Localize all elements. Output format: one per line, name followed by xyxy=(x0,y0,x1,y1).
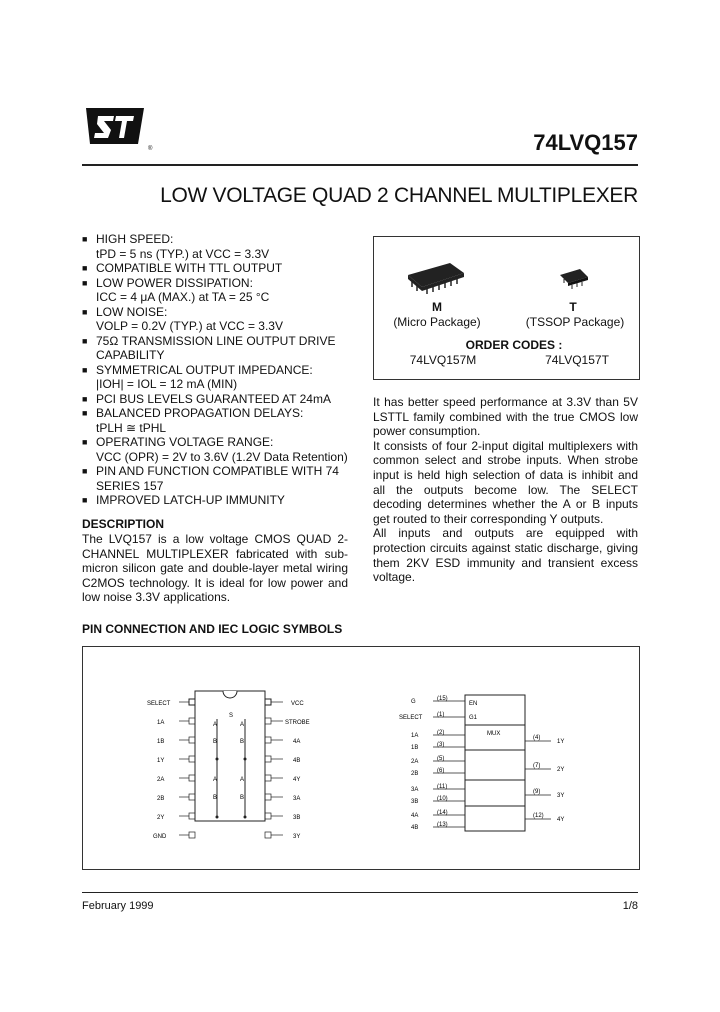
pin-label-right: 3Y xyxy=(293,834,301,840)
package-m-desc: (Micro Package) xyxy=(393,315,481,329)
svg-text:A: A xyxy=(213,777,218,783)
pin-label-right: 3B xyxy=(293,815,301,821)
iec-input-pin: (13) xyxy=(437,822,448,828)
iec-input-pin: (3) xyxy=(437,742,445,748)
pin-label-left: SELECT xyxy=(147,701,171,707)
pin-label-left: 2B xyxy=(157,796,165,802)
feature-item: ■ BALANCED PROPAGATION DELAYS: tPLH ≅ tPHL xyxy=(82,406,304,435)
iec-input-label: SELECT xyxy=(399,715,423,721)
feature-item: ■ HIGH SPEED: tPD = 5 ns (TYP.) at VCC = 3.3V xyxy=(82,232,270,261)
iec-input-label: 2A xyxy=(411,759,419,765)
pin-label-right: STROBE xyxy=(285,720,310,726)
iec-input-label: G xyxy=(411,699,416,705)
feature-item: ■ 75Ω TRANSMISSION LINE OUTPUT DRIVE CAPABILITY xyxy=(82,333,336,362)
page-number: 1/8 xyxy=(622,900,638,912)
tssop-package-icon xyxy=(554,263,594,293)
iec-input-pin: (15) xyxy=(437,696,448,702)
st-logo xyxy=(82,100,157,160)
svg-text:A: A xyxy=(213,722,218,728)
iec-output-pin: (9) xyxy=(533,789,541,795)
pin-label-right: 3A xyxy=(293,796,301,802)
order-codes-heading: ORDER CODES : xyxy=(465,338,563,352)
footer-date: February 1999 xyxy=(82,900,154,912)
svg-text:A: A xyxy=(240,722,245,728)
pin-diagram-box xyxy=(82,646,640,870)
svg-text:B: B xyxy=(213,795,218,801)
iec-output-label: 2Y xyxy=(557,767,565,773)
iec-input-label: 4B xyxy=(411,825,419,831)
footer-rule xyxy=(82,892,638,893)
iec-input-pin: (10) xyxy=(437,796,448,802)
iec-g-label: G1 xyxy=(469,715,478,721)
iec-input-label: 1A xyxy=(411,733,419,739)
feature-item: ■ LOW NOISE: VOLP = 0.2V (TYP.) at VCC = 3.3V xyxy=(82,304,283,333)
iec-input-label: 3B xyxy=(411,799,419,805)
iec-input-pin: (14) xyxy=(437,810,448,816)
feature-item: ■ COMPATIBLE WITH TTL OUTPUT xyxy=(82,261,283,275)
so-package-icon xyxy=(402,257,472,297)
paragraph: All inputs and outputs are equipped with protection circuits against static discharge, giving them 2KV ESD immunity and transient excess voltage. xyxy=(373,526,638,585)
feature-item: ■ SYMMETRICAL OUTPUT IMPEDANCE: |IOH| = IOL = 12 mA (MIN) xyxy=(82,362,313,391)
pin-label-left: 2Y xyxy=(157,815,165,821)
description-body: The LVQ157 is a low voltage CMOS QUAD 2-CHANNEL MULTIPLEXER fabricated with sub-micron silicon gate and double-layer metal wiring C2MOS technology. It is ideal for low power and low noise 3.3V applications. xyxy=(82,532,348,605)
svg-text:B: B xyxy=(240,739,245,745)
description-heading: DESCRIPTION xyxy=(82,517,165,531)
iec-output-pin: (7) xyxy=(533,763,541,769)
paragraph: It has better speed performance at 3.3V than 5V LSTTL family combined with the true CMOS low power consumption. xyxy=(373,395,638,439)
package-t-desc: (TSSOP Package) xyxy=(525,315,625,329)
pin-connection-diagram xyxy=(143,687,343,857)
order-code-m: 74LVQ157M xyxy=(409,353,477,367)
iec-input-pin: (6) xyxy=(437,768,445,774)
package-m-label: M xyxy=(432,300,442,314)
pin-section-heading: PIN CONNECTION AND IEC LOGIC SYMBOLS xyxy=(82,622,343,636)
svg-text:A: A xyxy=(240,777,245,783)
iec-output-pin: (4) xyxy=(533,735,541,741)
part-number: 74LVQ157 xyxy=(533,130,638,155)
document-title: LOW VOLTAGE QUAD 2 CHANNEL MULTIPLEXER xyxy=(160,184,638,207)
pin-label-right: VCC xyxy=(291,701,304,707)
iec-input-label: 4A xyxy=(411,813,419,819)
pin-label-left: 1A xyxy=(157,720,165,726)
iec-input-label: 1B xyxy=(411,745,419,751)
iec-input-pin: (1) xyxy=(437,712,445,718)
iec-input-pin: (5) xyxy=(437,756,445,762)
pin-label-left: 1B xyxy=(157,739,165,745)
iec-mux-label: MUX xyxy=(487,731,501,737)
pin-label-right: 4Y xyxy=(293,777,301,783)
package-box xyxy=(373,236,640,380)
svg-text:B: B xyxy=(240,795,245,801)
pin-label-right: 4A xyxy=(293,739,301,745)
feature-item: ■ IMPROVED LATCH-UP IMMUNITY xyxy=(82,493,285,507)
feature-item: ■ OPERATING VOLTAGE RANGE: VCC (OPR) = 2V to 3.6V (1.2V Data Retention) xyxy=(82,435,348,464)
pin-label-left: 1Y xyxy=(157,758,165,764)
iec-output-label: 1Y xyxy=(557,739,565,745)
iec-output-pin: (12) xyxy=(533,813,544,819)
header-rule xyxy=(82,164,638,166)
iec-input-pin: (2) xyxy=(437,730,445,736)
svg-text:B: B xyxy=(213,739,218,745)
pin-label-left: GND xyxy=(153,834,167,840)
iec-output-label: 3Y xyxy=(557,793,565,799)
pin-label-right: 4B xyxy=(293,758,301,764)
feature-item: ■ LOW POWER DISSIPATION: ICC = 4 μA (MAX.) at TA = 25 °C xyxy=(82,275,270,304)
iec-input-pin: (11) xyxy=(437,784,448,790)
feature-list xyxy=(82,232,362,508)
paragraph: It consists of four 2-input digital multiplexers with common select and strobe inputs. When strobe input is held high selection of data is inhibit and all the outputs become low. The SELECT decoding determines whether the A or B inputs get routed to their corresponding Y outputs. xyxy=(373,438,638,526)
svg-text:S: S xyxy=(229,713,234,719)
svg-text:®: ® xyxy=(148,146,153,152)
iec-logic-symbol xyxy=(399,691,599,856)
feature-item: ■ PIN AND FUNCTION COMPATIBLE WITH 74 SERIES 157 xyxy=(82,464,339,493)
right-description xyxy=(373,395,638,585)
order-code-t: 74LVQ157T xyxy=(545,353,609,367)
feature-item: ■ PCI BUS LEVELS GUARANTEED AT 24mA xyxy=(82,391,331,406)
package-t-label: T xyxy=(569,300,577,314)
iec-output-label: 4Y xyxy=(557,817,565,823)
pin-label-left: 2A xyxy=(157,777,165,783)
iec-en-label: EN xyxy=(469,701,478,707)
iec-input-label: 2B xyxy=(411,771,419,777)
iec-input-label: 3A xyxy=(411,787,419,793)
